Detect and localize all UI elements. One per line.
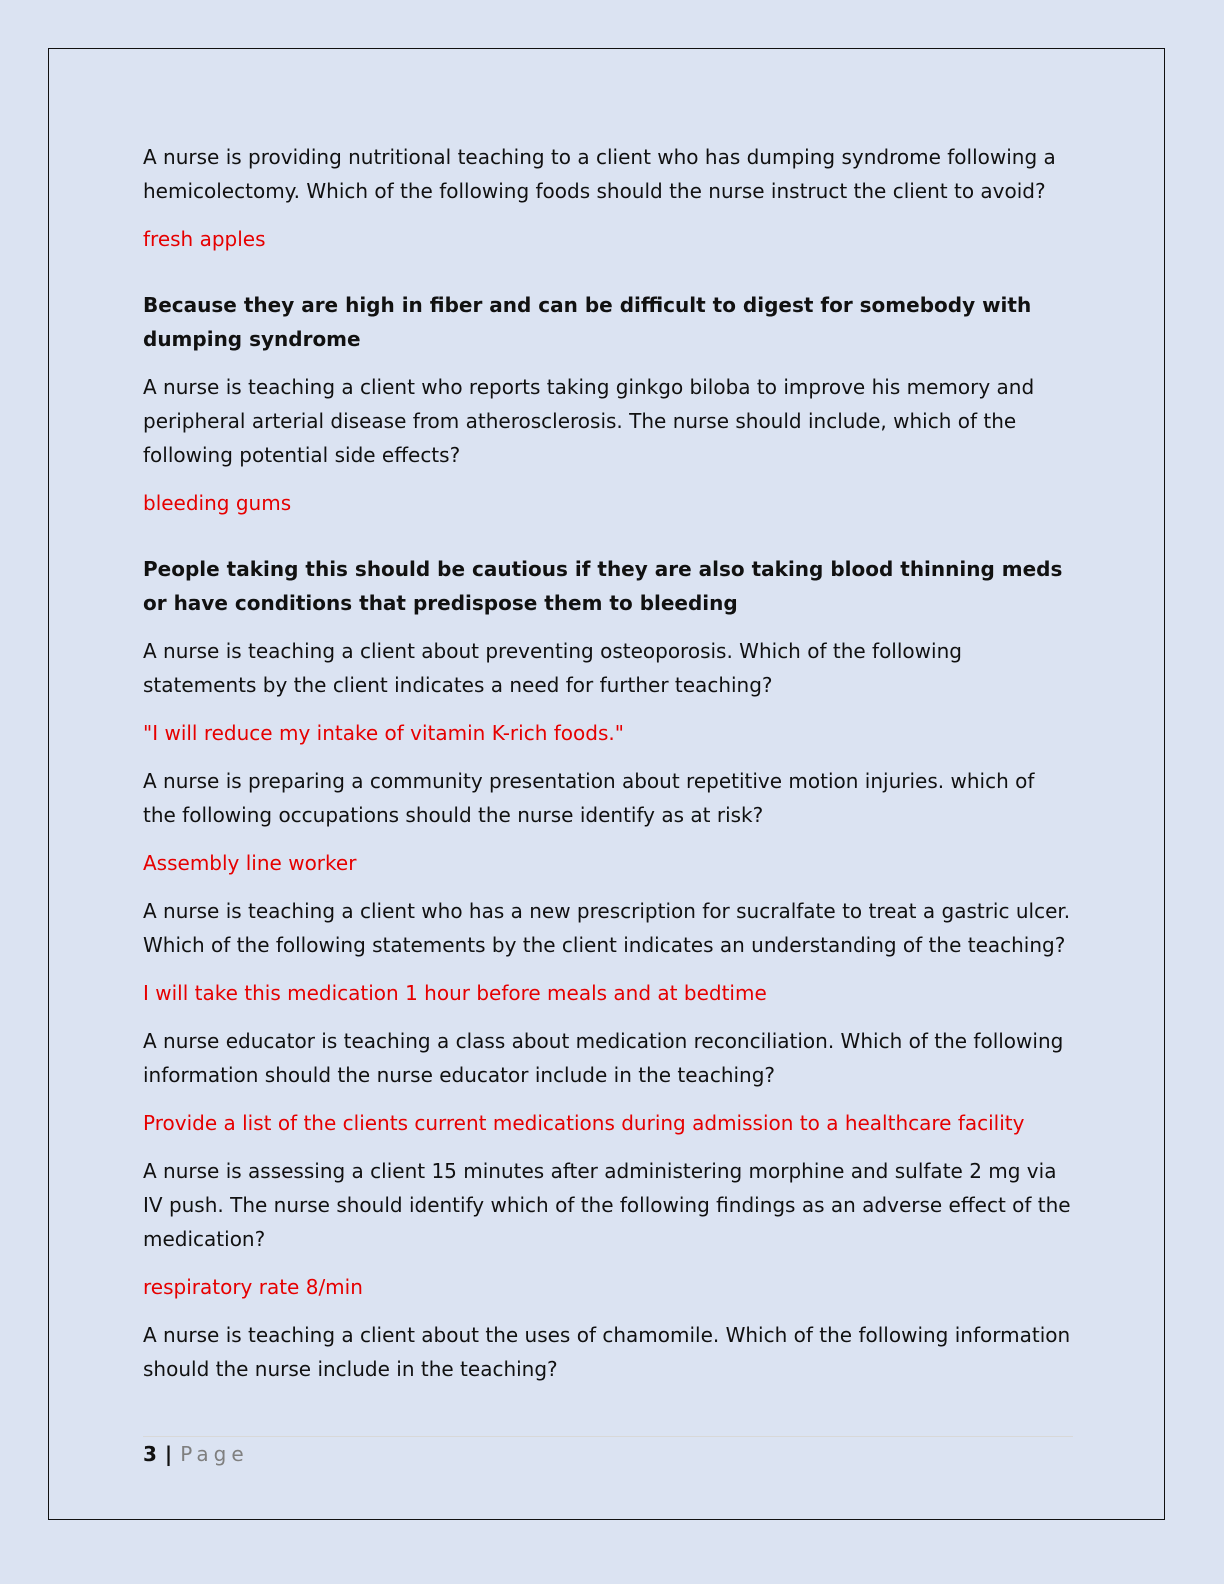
answer-3: "I will reduce my intake of vitamin K-rich foods." [143, 721, 624, 745]
answer-7: respiratory rate 8/min [143, 1275, 363, 1299]
explanation-2: People taking this should be cautious if they are also taking blood thinning meds or have conditions that predispose them to bleeding [143, 557, 1063, 615]
question-7: A nurse is assessing a client 15 minutes after administering morphine and sulfate 2 mg via IV push. The nurse should identify which of the following findings as an adverse effect of the medication? [143, 1159, 1071, 1251]
page-label: Page [180, 1442, 249, 1466]
answer-6: Provide a list of the clients current medications during admission to a healthcare facility [143, 1111, 1025, 1135]
question-4: A nurse is preparing a community presentation about repetitive motion injuries. which of the following occupations should the nurse identify as at risk? [143, 769, 1035, 827]
question-2: A nurse is teaching a client who reports taking ginkgo biloba to improve his memory and peripheral arterial disease from atherosclerosis. The nurse should include, which of the following potential side effects? [143, 375, 1035, 467]
answer-5: I will take this medication 1 hour before meals and at bedtime [143, 981, 767, 1005]
question-5: A nurse is teaching a client who has a new prescription for sucralfate to treat a gastric ulcer. Which of the following statements by the client indicates an understanding of the teaching? [143, 899, 1071, 957]
document-body [143, 140, 1073, 1400]
question-3: A nurse is teaching a client about preventing osteoporosis. Which of the following statements by the client indicates a need for further teaching? [143, 639, 962, 697]
answer-1: fresh apples [143, 227, 266, 251]
answer-4: Assembly line worker [143, 851, 357, 875]
page-footer [143, 1439, 249, 1469]
explanation-1: Because they are high in fiber and can be difficult to digest for somebody with dumping syndrome [143, 293, 1032, 351]
question-1: A nurse is providing nutritional teaching to a client who has dumping syndrome following a hemicolectomy. Which of the following foods should the nurse instruct the client to avoid? [143, 145, 1056, 203]
page-number: 3 [143, 1442, 157, 1466]
footer-divider [143, 1436, 1073, 1437]
footer-separator: | [164, 1442, 173, 1466]
question-8: A nurse is teaching a client about the uses of chamomile. Which of the following information should the nurse include in the teaching? [143, 1323, 1071, 1381]
answer-2: bleeding gums [143, 491, 292, 515]
question-6: A nurse educator is teaching a class about medication reconciliation. Which of the following information should the nurse educator include in the teaching? [143, 1029, 1064, 1087]
